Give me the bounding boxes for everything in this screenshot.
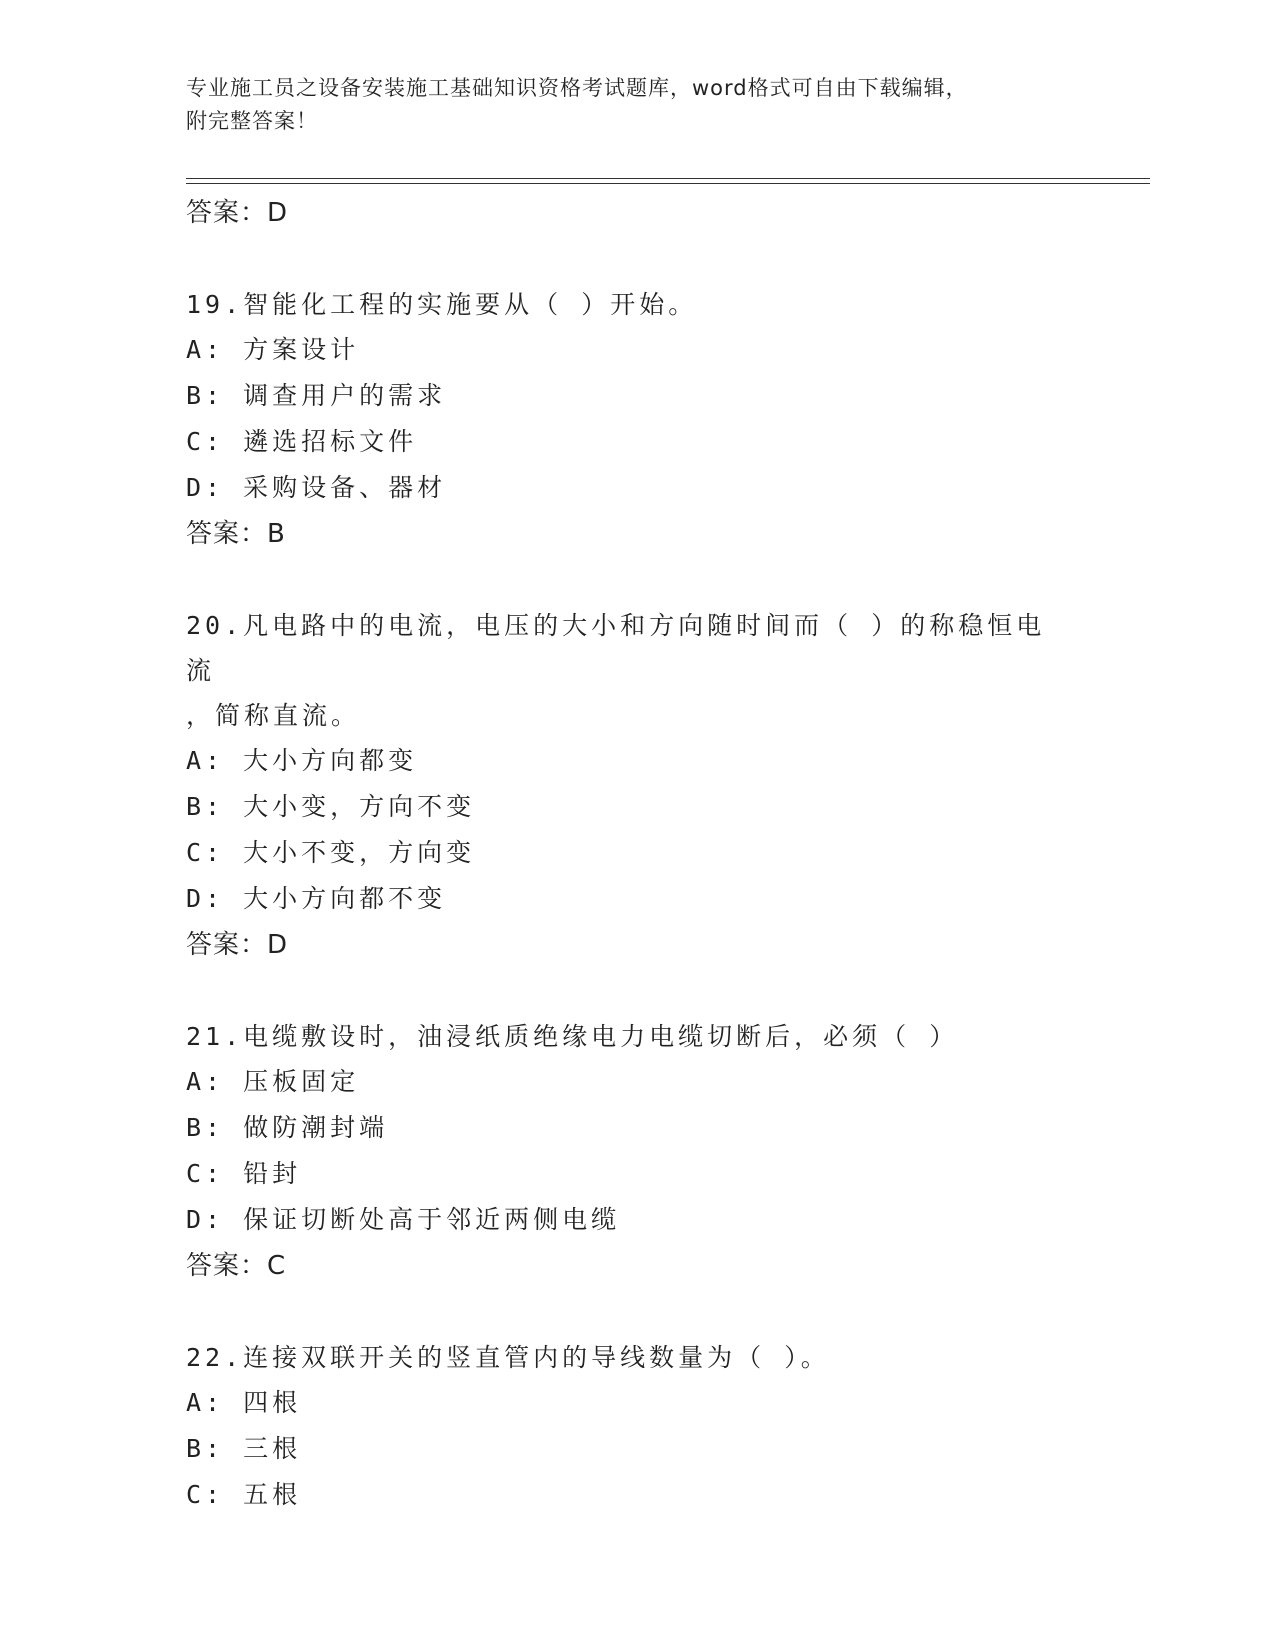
question-block bbox=[186, 1014, 1146, 1289]
option-text: 调查用户的需求 bbox=[243, 381, 447, 410]
question-block bbox=[186, 1335, 1146, 1518]
option-a bbox=[186, 327, 1146, 373]
option-text: 遴选招标文件 bbox=[243, 427, 418, 456]
spacer bbox=[186, 968, 1146, 1014]
answer-line: 答案：D bbox=[186, 198, 289, 228]
option-b bbox=[186, 784, 1146, 830]
option-key: B: bbox=[186, 792, 225, 821]
question-text: 21.电缆敷设时，油浸纸质绝缘电力电缆切断后，必须（ ） bbox=[186, 1022, 959, 1051]
question-list bbox=[186, 190, 1146, 1518]
option-key: A: bbox=[186, 335, 225, 364]
option-key: D: bbox=[186, 884, 225, 913]
option-b bbox=[186, 373, 1146, 419]
option-text: 大小变，方向不变 bbox=[243, 792, 476, 821]
option-c bbox=[186, 1151, 1146, 1197]
header-divider-top bbox=[186, 178, 1150, 179]
option-c bbox=[186, 419, 1146, 465]
option-key: A: bbox=[186, 1067, 225, 1096]
option-a bbox=[186, 1380, 1146, 1426]
option-key: A: bbox=[186, 746, 225, 775]
option-b bbox=[186, 1105, 1146, 1151]
option-key: D: bbox=[186, 473, 225, 502]
question-text: 22.连接双联开关的竖直管内的导线数量为（ ）。 bbox=[186, 1343, 830, 1372]
header-line-1: 专业施工员之设备安装施工基础知识资格考试题库，word格式可自由下载编辑， bbox=[186, 76, 968, 100]
question-text: 19.智能化工程的实施要从（ ）开始。 bbox=[186, 290, 698, 319]
option-text: 保证切断处高于邻近两侧电缆 bbox=[243, 1205, 621, 1234]
option-key: C: bbox=[186, 1480, 225, 1509]
answer-line: 答案：D bbox=[186, 930, 289, 960]
question-block bbox=[186, 282, 1146, 557]
option-b bbox=[186, 1426, 1146, 1472]
option-d bbox=[186, 1197, 1146, 1243]
option-a bbox=[186, 1059, 1146, 1105]
option-key: B: bbox=[186, 1434, 225, 1463]
option-text: 大小不变，方向变 bbox=[243, 838, 476, 867]
option-text: 做防潮封端 bbox=[243, 1113, 389, 1142]
option-key: C: bbox=[186, 427, 225, 456]
spacer bbox=[186, 557, 1146, 603]
option-key: B: bbox=[186, 381, 225, 410]
question-text bbox=[186, 603, 1066, 738]
question-block bbox=[186, 603, 1146, 968]
option-text: 五根 bbox=[243, 1480, 302, 1509]
option-a bbox=[186, 738, 1146, 784]
option-key: C: bbox=[186, 838, 225, 867]
option-d bbox=[186, 465, 1146, 511]
question-text-line-1: 20.凡电路中的电流，电压的大小和方向随时间而（ ）的称稳恒电流 bbox=[186, 611, 1046, 685]
option-c bbox=[186, 1472, 1146, 1518]
answer-line: 答案：C bbox=[186, 1251, 287, 1281]
option-key: D: bbox=[186, 1205, 225, 1234]
option-c bbox=[186, 830, 1146, 876]
option-key: C: bbox=[186, 1159, 225, 1188]
document-header bbox=[186, 72, 1086, 138]
spacer bbox=[186, 1289, 1146, 1335]
question-text-line-2: ，简称直流。 bbox=[186, 701, 361, 730]
header-line-2: 附完整答案！ bbox=[186, 109, 318, 133]
option-text: 铅封 bbox=[243, 1159, 302, 1188]
option-key: A: bbox=[186, 1388, 225, 1417]
option-text: 大小方向都变 bbox=[243, 746, 418, 775]
answer-line: 答案：B bbox=[186, 519, 286, 549]
option-text: 三根 bbox=[243, 1434, 302, 1463]
option-text: 大小方向都不变 bbox=[243, 884, 447, 913]
option-text: 压板固定 bbox=[243, 1067, 360, 1096]
option-d bbox=[186, 876, 1146, 922]
header-divider-bottom bbox=[186, 183, 1150, 184]
option-text: 采购设备、器材 bbox=[243, 473, 447, 502]
option-text: 四根 bbox=[243, 1388, 302, 1417]
spacer bbox=[186, 236, 1146, 282]
option-key: B: bbox=[186, 1113, 225, 1142]
option-text: 方案设计 bbox=[243, 335, 360, 364]
